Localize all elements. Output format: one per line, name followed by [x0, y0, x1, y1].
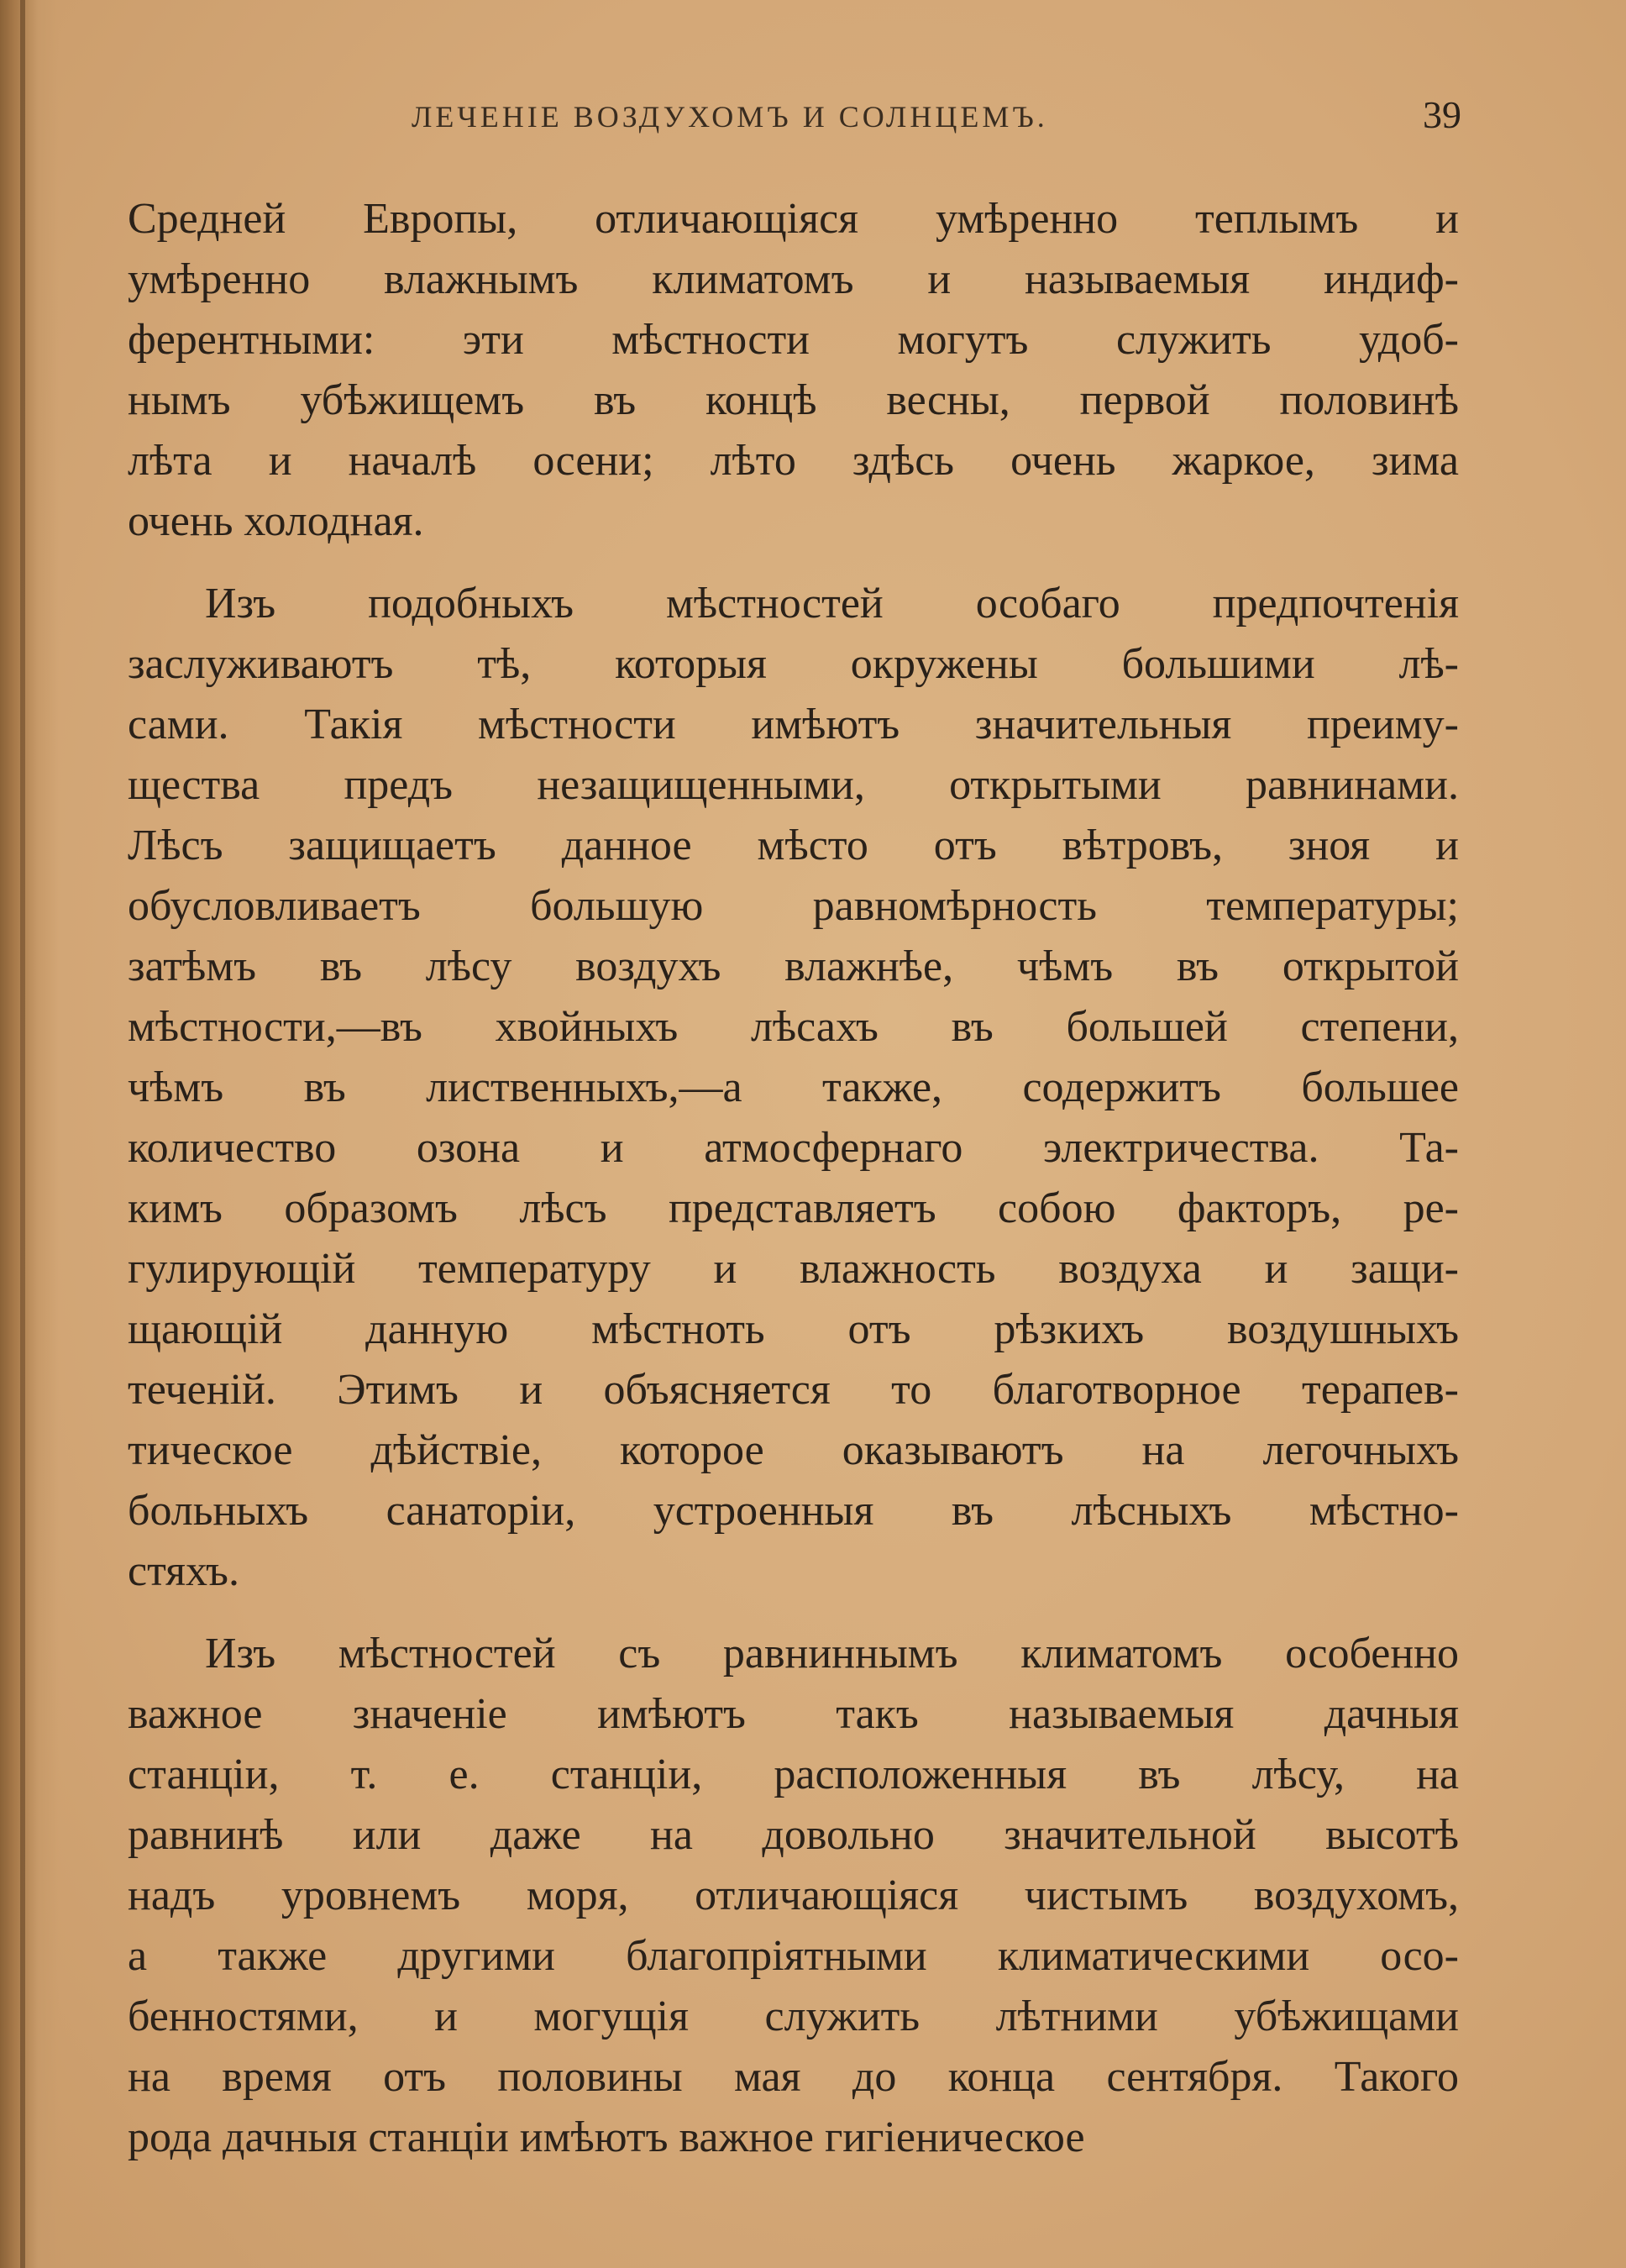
- text-line: Средней Европы, отличающіяся умѣренно теплымъ и: [128, 195, 1459, 243]
- paragraph: [128, 189, 1459, 552]
- text-line: Изъ мѣстностей съ равниннымъ климатомъ особенно: [205, 1630, 1459, 1677]
- text-line: надъ уровнемъ моря, отличающіяся чистымъ воздухомъ,: [128, 1872, 1459, 1919]
- text-line: мѣстности,—въ хвойныхъ лѣсахъ въ большей степени,: [128, 1003, 1459, 1051]
- paragraph: [128, 574, 1459, 1602]
- spine-shadow: [0, 0, 59, 2268]
- text-line: гулирующій температуру и влажность воздуха и защи-: [128, 1245, 1459, 1293]
- text-line: чѣмъ въ лиственныхъ,—а также, содержитъ большее: [128, 1063, 1459, 1111]
- page-header: [126, 92, 1461, 151]
- text-line: рода дачныя станціи имѣютъ важное гигіеническое: [128, 2113, 1085, 2161]
- text-line: щества предъ незащищенными, открытыми равнинами.: [128, 761, 1459, 809]
- text-line: количество озона и атмосфернаго электричества. Та-: [128, 1124, 1459, 1172]
- text-line: стяхъ.: [128, 1547, 239, 1595]
- text-line: сами. Такія мѣстности имѣютъ значительныя преиму-: [128, 701, 1459, 748]
- page-number: 39: [1423, 93, 1461, 136]
- text-line: станціи, т. е. станціи, расположенныя въ лѣсу, на: [128, 1751, 1459, 1798]
- text-line: лѣта и началѣ осени; лѣто здѣсь очень жаркое, зима: [128, 437, 1459, 485]
- running-head: ЛЕЧЕНIЕ ВОЗДУХОМЪ И СОЛНЦЕМЪ.: [412, 100, 1048, 134]
- text-line: больныхъ санаторіи, устроенныя въ лѣсныхъ мѣстно-: [128, 1487, 1459, 1535]
- paragraph: [128, 1624, 1459, 2168]
- text-line: Изъ подобныхъ мѣстностей особаго предпочтенія: [205, 580, 1459, 627]
- text-line: нымъ убѣжищемъ въ концѣ весны, первой половинѣ: [128, 376, 1459, 424]
- text-line: ферентными: эти мѣстности могутъ служить удоб-: [128, 316, 1459, 364]
- text-line: затѣмъ въ лѣсу воздухъ влажнѣе, чѣмъ въ открытой: [128, 942, 1459, 990]
- text-line: очень холодная.: [128, 497, 424, 545]
- text-line: важное значеніе имѣютъ такъ называемыя дачныя: [128, 1690, 1459, 1738]
- text-line: обусловливаетъ большую равномѣрность температуры;: [128, 882, 1459, 930]
- text-line: умѣренно влажнымъ климатомъ и называемыя индиф-: [128, 255, 1459, 303]
- text-line: щающій данную мѣстноть отъ рѣзкихъ воздушныхъ: [128, 1305, 1459, 1353]
- text-line: а также другими благопріятными климатическими осо-: [128, 1932, 1459, 1980]
- text-line: на время отъ половины мая до конца сентября. Такого: [128, 2053, 1459, 2101]
- spine-edge: [20, 0, 25, 2268]
- text-line: равнинѣ или даже на довольно значительной высотѣ: [128, 1811, 1459, 1859]
- text-line: заслуживаютъ тѣ, которыя окружены большими лѣ-: [128, 640, 1459, 688]
- text-line: Лѣсъ защищаетъ данное мѣсто отъ вѣтровъ, зноя и: [128, 822, 1459, 869]
- body-text: [128, 189, 1459, 2190]
- text-line: кимъ образомъ лѣсъ представляетъ собою факторъ, ре-: [128, 1184, 1459, 1232]
- text-line: тическое дѣйствіе, которое оказываютъ на легочныхъ: [128, 1426, 1459, 1474]
- text-line: теченій. Этимъ и объясняется то благотворное терапев-: [128, 1366, 1459, 1414]
- text-line: бенностями, и могущія служить лѣтними убѣжищами: [128, 1992, 1459, 2040]
